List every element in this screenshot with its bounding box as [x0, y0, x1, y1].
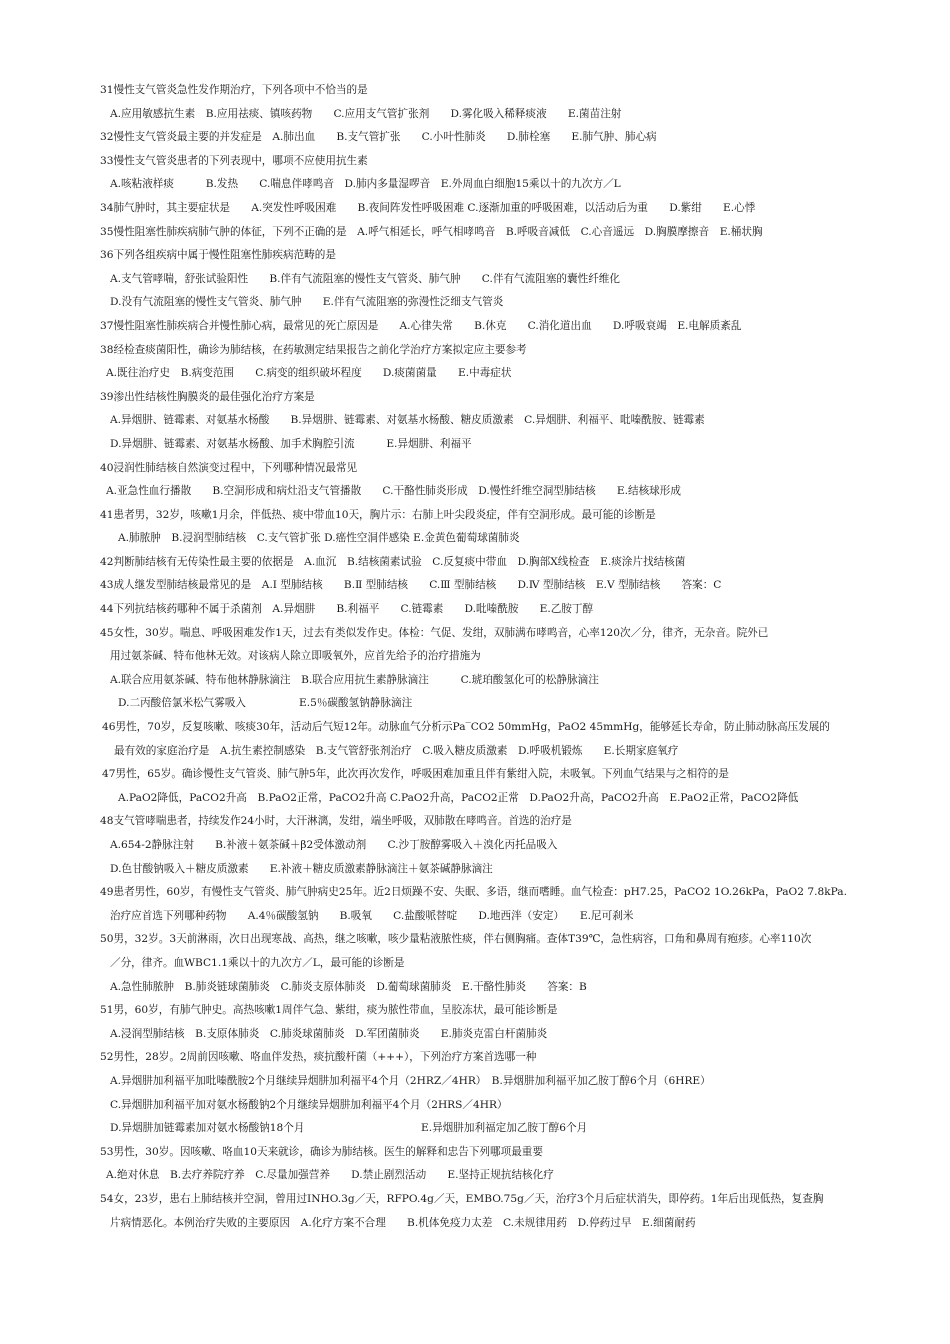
options-40: A.亚急性血行播散 B.空洞形成和病灶沿支气管播散 C.干酪性肺炎形成 D.慢性纤维空洞型肺结核 E.结核球形成	[106, 485, 681, 498]
question-49: 49患者男性，60岁，有慢性支气管炎、肺气肿病史25年。近2日烦躁不安、失眠、多语，继而嗜睡。血气检查：pH7.25，PaCO2 1O.26kPa，PaO2 7.8kPa.	[100, 886, 847, 899]
question-52: 52男性，28岁。2周前因咳嗽、咯血伴发热，痰抗酸杆菌（+++），下列治疗方案首选哪一种	[100, 1051, 537, 1064]
options-38: A.既往治疗史 B.病变范围 C.病变的组织破坏程度 D.痰菌菌量 E.中毒症状	[106, 367, 512, 380]
question-40: 40浸润性肺结核自然演变过程中，下列哪种情况最常见	[100, 461, 358, 474]
options-31: A.应用敏感抗生素 B.应用祛痰、镇咳药物 C.应用支气管扩张剂 D.雾化吸入稀释痰液 E.菌苗注射	[110, 107, 622, 120]
question-34: 34肺气肿时，其主要症状是 A.突发性呼吸困难 B.夜间阵发性呼吸困难 C.逐渐加重的呼吸困难，以活动后为重 D.紫绀 E.心悸	[100, 201, 756, 214]
question-48: 48支气管哮喘患者，持续发作24小时，大汗淋漓，发绀，端坐呼吸，双肺散在哮鸣音。首选的治疗是	[100, 815, 572, 828]
question-54-cont: 片病情恶化。本例治疗失败的主要原因 A.化疗方案不合理 B.机体免疫力太差 C.未规律用药 D.停药过早 E.细菌耐药	[110, 1216, 696, 1229]
options-52-b: C.异烟肼加利福平加对氨水杨酸钠2个月继续异烟肼加利福平4个月（2HRS／4HR）	[110, 1098, 508, 1111]
options-53: A.绝对休息 B.去疗养院疗养 C.尽量加强营养 D.禁止剧烈活动 E.坚持正规抗结核化疗	[106, 1169, 554, 1182]
question-31: 31慢性支气管炎急性发作期治疗，下列各项中不恰当的是	[100, 84, 368, 96]
question-35: 35慢性阻塞性肺疾病肺气肿的体征，下列不正确的是 A.呼气相延长，呼气相哮鸣音 B.呼吸音减低 C.心音遥远 D.胸膜摩擦音 E.桶状胸	[100, 225, 763, 238]
options-50: A.急性肺脓肿 B.肺炎链球菌肺炎 C.肺炎支原体肺炎 D.葡萄球菌肺炎 E.干酪性肺炎 答案：B	[110, 980, 587, 993]
question-42: 42判断肺结核有无传染性最主要的依据是 A.血沉 B.结核菌素试验 C.反复痰中带血 D.胸部X线检查 E.痰涂片找结核菌	[100, 555, 686, 568]
options-41: A.肺脓肿 B.浸润型肺结核 C.支气管扩张 D.癌性空洞伴感染 E.金黄色葡萄球菌肺炎	[118, 532, 520, 545]
question-54: 54女，23岁，患右上肺结核并空洞，曾用过INHO.3g／天，RFPO.4g／天，EMBO.75g／天，治疗3个月后症状消失，即停药。1年后出现低热，复查胸	[100, 1192, 824, 1205]
options-45-b: D.二丙酸倍氯米松气雾吸入 E.5％碳酸氢钠静脉滴注	[118, 697, 413, 710]
question-32: 32慢性支气管炎最主要的并发症是 A.肺出血 B.支气管扩张 C.小叶性肺炎 D.肺栓塞 E.肺气肿、肺心病	[100, 131, 657, 144]
question-44: 44下列抗结核药哪种不属于杀菌剂 A.异烟肼 B.利福平 C.链霉素 D.吡嗪酰胺 E.乙胺丁醇	[100, 603, 594, 616]
question-33: 33慢性支气管炎患者的下列表现中，哪项不应使用抗生素	[100, 154, 368, 167]
question-39: 39渗出性结核性胸膜炎的最佳强化治疗方案是	[100, 390, 315, 403]
question-43: 43成人继发型肺结核最常见的是 A.Ⅰ 型肺结核 B.Ⅱ 型肺结核 C.Ⅲ 型肺结核 D.Ⅳ 型肺结核 E.Ⅴ 型肺结核 答案：C	[100, 579, 722, 592]
options-39-a: A.异烟肼、链霉素、对氨基水杨酸 B.异烟肼、链霉素、对氨基水杨酸、糖皮质激素 C.异烟肼、利福平、吡嗪酰胺、链霉素	[110, 414, 705, 427]
question-47: 47男性，65岁。确诊慢性支气管炎、肺气肿5年，此次再次发作，呼吸困难加重且伴有紫绀入院，未吸氧。下列血气结果与之相符的是	[102, 768, 729, 781]
question-36: 36下列各组疾病中属于慢性阻塞性肺疾病范畴的是	[100, 249, 336, 262]
question-50-cont: ／分，律齐。血WBC1.1乘以十的九次方／L，最可能的诊断是	[110, 956, 405, 969]
question-37: 37慢性阻塞性肺疾病合并慢性肺心病，最常见的死亡原因是 A.心律失常 B.休克 C.消化道出血 D.呼吸衰竭 E.电解质紊乱	[100, 319, 742, 332]
options-51: A.浸润型肺结核 B.支原体肺炎 C.肺炎球菌肺炎 D.军团菌肺炎 E.肺炎克雷白杆菌肺炎	[110, 1027, 548, 1040]
options-48-a: A.654-2静脉注射 B.补液＋氨茶碱＋β2受体激动剂 C.沙丁胺醇雾吸入＋溴化丙托品吸入	[110, 839, 558, 851]
question-49-cont: 治疗应首选下列哪种药物 A.4％碳酸氢钠 B.吸氧 C.盐酸哌替啶 D.地西泮（安定） E.尼可刹米	[110, 909, 634, 922]
options-52-c: D.异烟肼加链霉素加对氨水杨酸钠18个月 E.异烟肼加利福定加乙胺丁醇6个月	[110, 1122, 588, 1135]
options-45-a: A.联合应用氨茶碱、特布他林静脉滴注 B.联合应用抗生素静脉滴注 C.琥珀酸氢化可的松静脉滴注	[110, 673, 599, 686]
question-list	[100, 79, 860, 1235]
question-50: 50男，32岁。3天前淋雨，次日出现寒战、高热，继之咳嗽，咳少量粘液脓性痰，伴右侧胸痛。查体T39℃，急性病容，口角和鼻周有疱疹。心率110次	[100, 933, 812, 946]
question-51: 51男，60岁，有肺气肿史。高热咳嗽1周伴气急、紫绀，痰为脓性带血，呈胶冻状，最可能诊断是	[100, 1004, 558, 1017]
question-53: 53男性，30岁。因咳嗽、咯血10天来就诊，确诊为肺结核。医生的解释和忠告下列哪项最重要	[100, 1145, 543, 1158]
options-52-a: A.异烟肼加利福平加吡嗪酰胺2个月继续异烟肼加利福平4个月（2HRZ／4HR） B.异烟肼加利福平加乙胺丁醇6个月（6HRE）	[110, 1074, 711, 1087]
options-36-b: D.没有气流阻塞的慢性支气管炎、肺气肿 E.伴有气流阻塞的弥漫性泛细支气管炎	[110, 296, 504, 309]
question-41: 41患者男，32岁，咳嗽1月余，伴低热、痰中带血10天，胸片示：右肺上叶尖段炎症，伴有空洞形成。最可能的诊断是	[100, 508, 656, 521]
options-47: A.PaO2降低，PaCO2升高 B.PaO2正常，PaCO2升高 C.PaO2升高，PaCO2正常 D.PaO2升高，PaCO2升高 E.PaO2正常，PaCO2降低	[118, 791, 799, 804]
question-46-cont: 最有效的家庭治疗是 A.抗生素控制感染 B.支气管舒张剂治疗 C.吸入糖皮质激素 D.呼吸机锻炼 E.长期家庭氧疗	[114, 744, 679, 757]
options-39-b: D.异烟肼、链霉素、对氨基水杨酸、加手术胸腔引流 E.异烟肼、利福平	[110, 437, 472, 450]
question-45: 45女性，30岁。喘息、呼吸困难发作1天，过去有类似发作史。体检：气促、发绀，双肺满布哮鸣音，心率120次／分，律齐，无杂音。院外已	[100, 626, 769, 639]
question-38: 38经检查痰菌阳性，确诊为肺结核，在药敏测定结果报告之前化学治疗方案拟定应主要参考	[100, 343, 527, 356]
options-36-a: A.支气管哮喘，舒张试验阳性 B.伴有气流阻塞的慢性支气管炎、肺气肿 C.伴有气流阻塞的囊性纤维化	[110, 272, 620, 285]
question-46: 46男性，70岁，反复咳嗽、咳痰30年，活动后气短12年。动脉血气分析示Pa‾CO2 50mmHg，PaO2 45mmHg，能够延长寿命，防止肺动脉高压发展的	[102, 721, 830, 734]
question-45-cont: 用过氨茶碱、特布他林无效。对该病人除立即吸氧外，应首先给予的治疗措施为	[110, 650, 481, 663]
options-33: A.咳粘液样痰 B.发热 C.喘息伴哮鸣音 D.肺内多量湿啰音 E.外周血白细胞15乘以十的九次方／L	[110, 178, 621, 191]
options-48-b: D.色甘酸钠吸入＋糖皮质激素 E.补液＋糖皮质激素静脉滴注＋氨茶碱静脉滴注	[110, 862, 493, 875]
